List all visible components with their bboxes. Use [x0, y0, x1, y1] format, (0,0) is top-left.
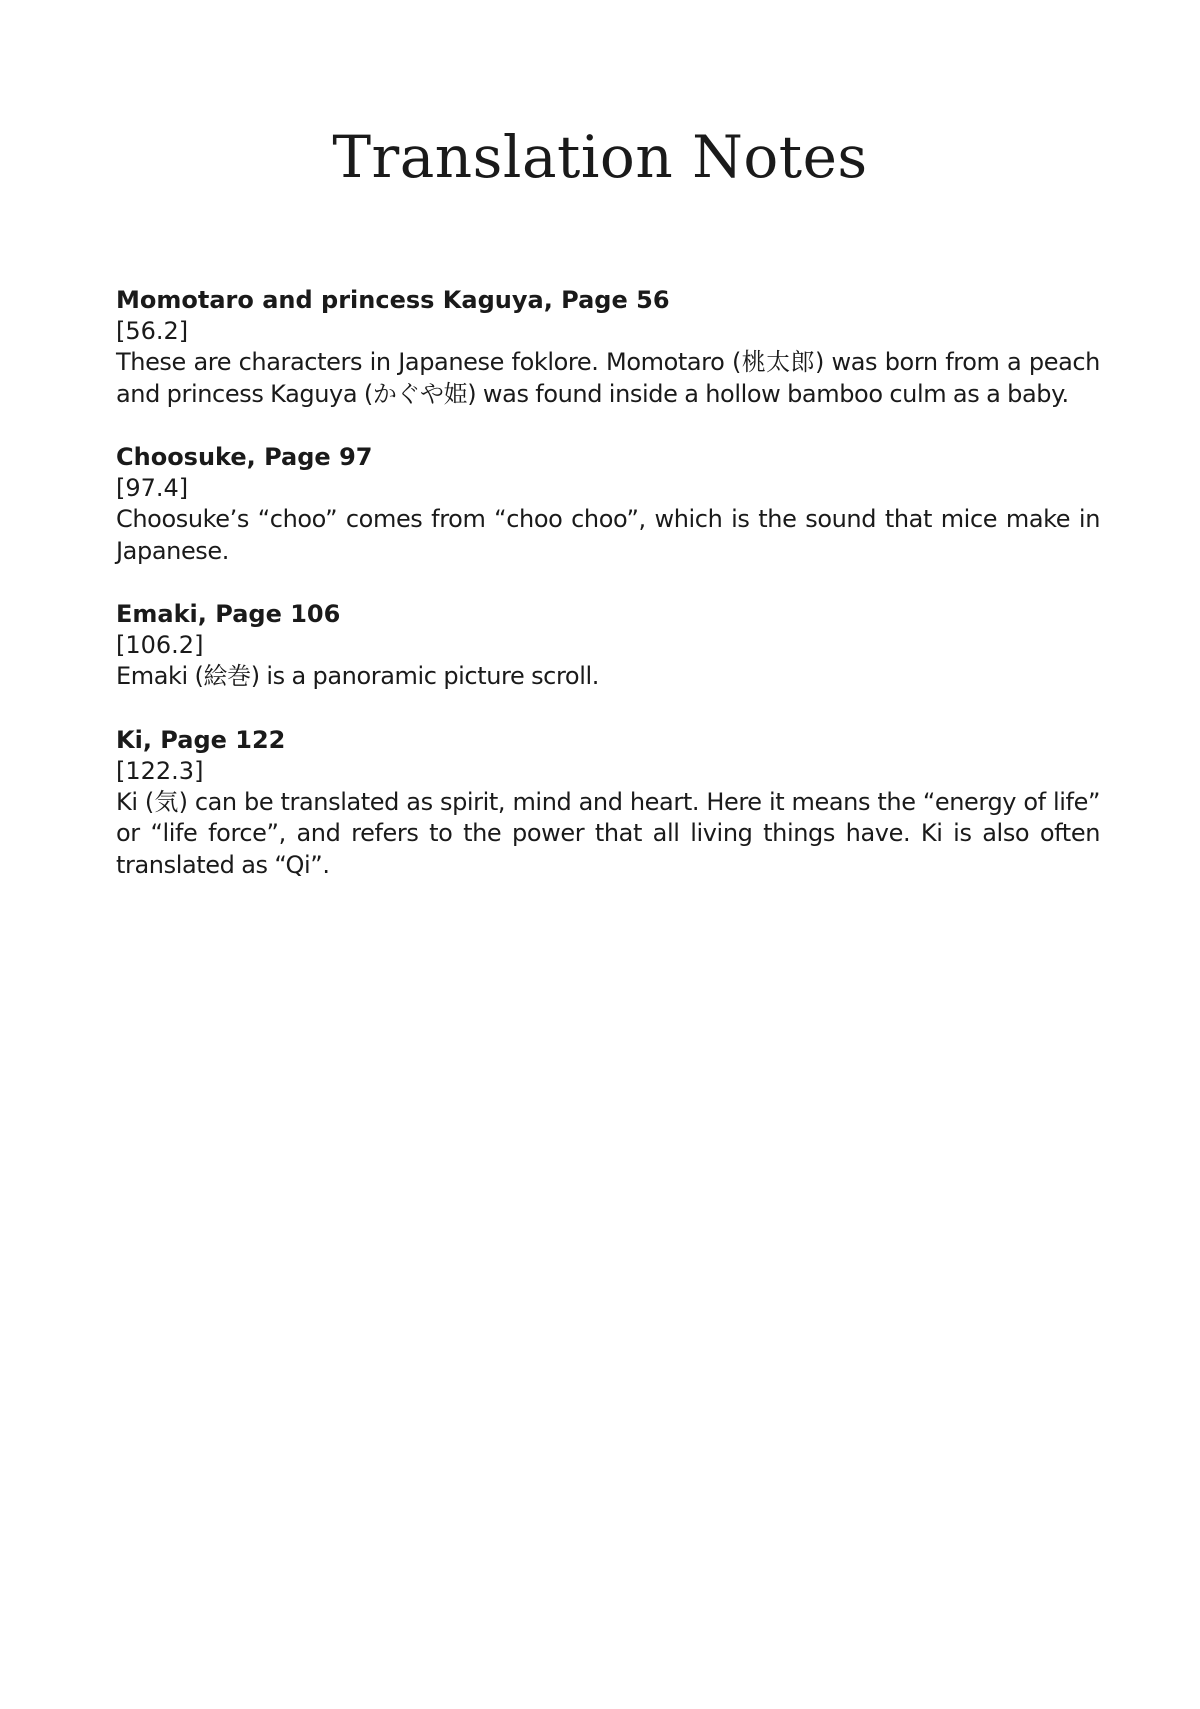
note-ki: [116, 724, 1100, 882]
note-emaki: [116, 598, 1100, 693]
note-momotaro-kaguya: [116, 284, 1100, 410]
note-body: Choosuke’s “choo” comes from “choo choo”, which is the sound that mice make in Japanese.: [116, 505, 1100, 565]
note-heading: Momotaro and princess Kaguya, Page 56: [116, 286, 670, 314]
note-body: Ki (気) can be translated as spirit, mind and heart. Here it means the “energy of life” or “life force”, and refers to the power that all living things have. Ki is also often translated as “Qi”.: [116, 787, 1100, 879]
notes-list: [116, 284, 1100, 912]
note-heading: Choosuke, Page 97: [116, 443, 373, 471]
note-reference: [56.2]: [116, 317, 189, 345]
note-heading: Emaki, Page 106: [116, 600, 341, 628]
page-title: Translation Notes: [332, 123, 868, 191]
note-reference: [122.3]: [116, 756, 204, 785]
note-reference: [97.4]: [116, 474, 189, 502]
note-body: These are characters in Japanese foklore. Momotaro (桃太郎) was born from a peach and princess Kaguya (かぐや姫) was found inside a hollow bamboo culm as a baby.: [116, 348, 1100, 408]
note-reference: [106.2]: [116, 631, 204, 659]
note-choosuke: [116, 441, 1100, 567]
note-heading: Ki, Page 122: [116, 725, 286, 754]
note-body: Emaki (絵巻) is a panoramic picture scroll.: [116, 662, 599, 690]
